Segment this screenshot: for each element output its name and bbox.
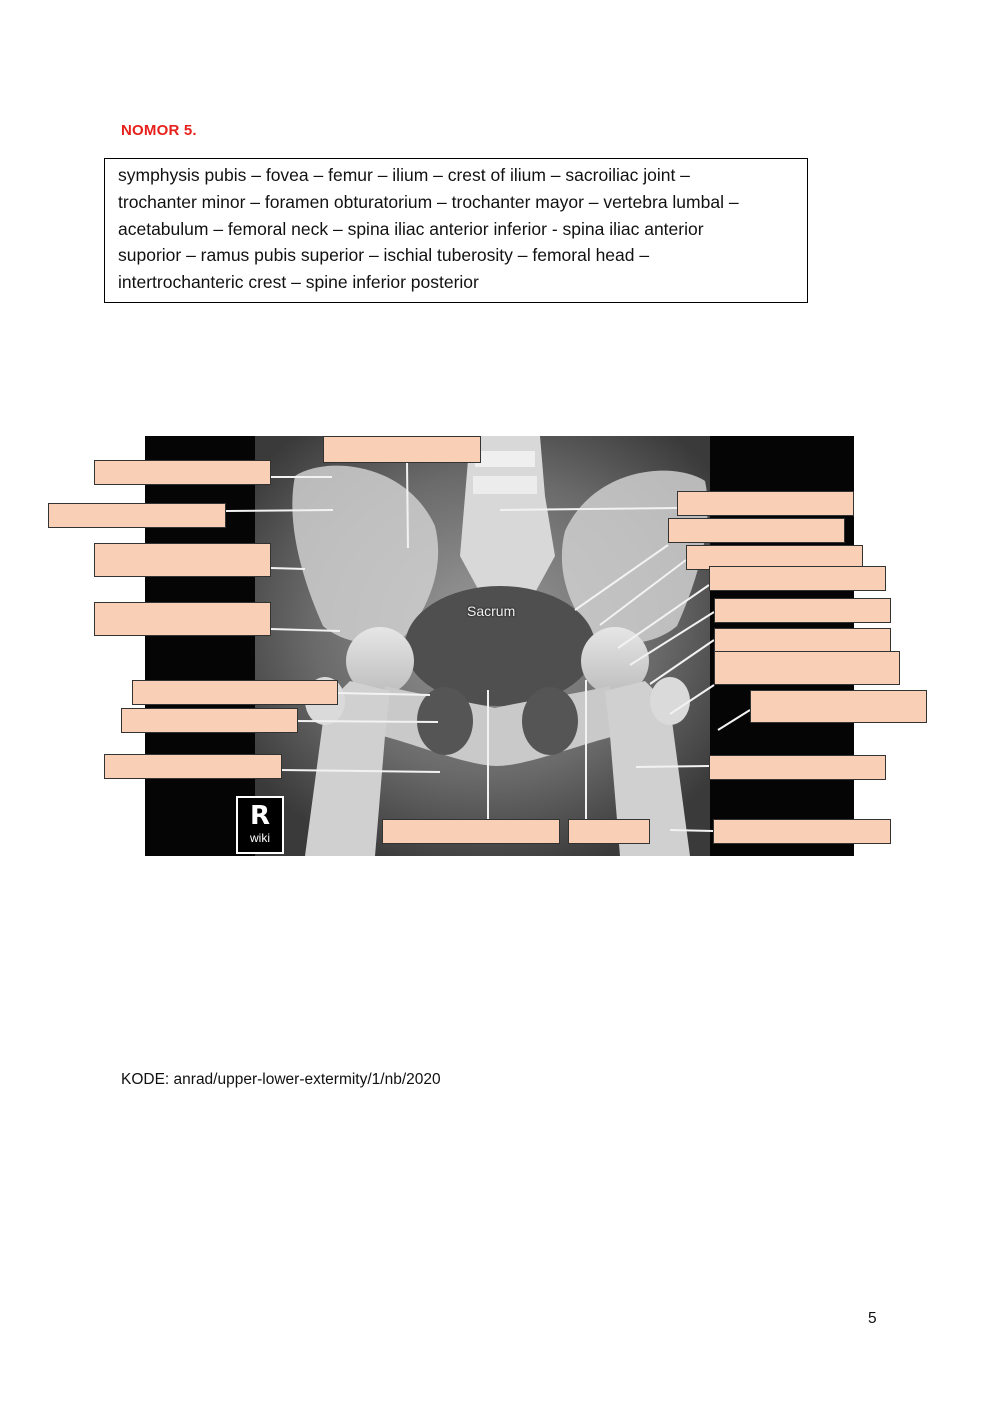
- word-bank-line: intertrochanteric crest – spine inferior posterior: [118, 272, 479, 292]
- answer-field-3[interactable]: [48, 503, 226, 528]
- answer-field-7[interactable]: [121, 708, 298, 733]
- answer-field-17[interactable]: [714, 628, 891, 653]
- page-number: 5: [868, 1310, 877, 1327]
- answer-field-16[interactable]: [714, 598, 891, 623]
- word-bank-line: symphysis pubis – fovea – femur – ilium – crest of ilium – sacroiliac joint –: [118, 165, 690, 185]
- word-bank-box: [104, 158, 808, 303]
- answer-field-6[interactable]: [132, 680, 338, 705]
- radiopaedia-logo: [236, 796, 284, 854]
- answer-field-5[interactable]: [94, 602, 271, 636]
- answer-field-13[interactable]: [668, 518, 845, 543]
- answer-field-18[interactable]: [714, 651, 900, 685]
- word-bank-line: suporior – ramus pubis superior – ischial tuberosity – femoral head –: [118, 245, 650, 265]
- answer-field-11[interactable]: [713, 819, 891, 844]
- answer-field-19[interactable]: [750, 690, 927, 723]
- answer-field-2[interactable]: [94, 460, 271, 485]
- word-bank-line: acetabulum – femoral neck – spina iliac anterior inferior - spina iliac anterior: [118, 219, 704, 239]
- answer-field-15[interactable]: [709, 566, 886, 591]
- sacrum-overlay-label: Sacrum: [467, 603, 516, 619]
- exercise-heading: NOMOR 5.: [121, 122, 197, 139]
- answer-field-4[interactable]: [94, 543, 271, 577]
- word-bank-line: trochanter minor – foramen obturatorium – trochanter mayor – vertebra lumbal –: [118, 192, 739, 212]
- document-code: KODE: anrad/upper-lower-extermity/1/nb/2020: [121, 1071, 441, 1088]
- answer-field-10[interactable]: [568, 819, 650, 844]
- logo-letter: R: [249, 801, 271, 831]
- answer-field-8[interactable]: [104, 754, 282, 779]
- answer-field-1[interactable]: [323, 436, 481, 463]
- answer-field-20[interactable]: [709, 755, 886, 780]
- answer-field-9[interactable]: [382, 819, 560, 844]
- logo-text: wiki: [250, 831, 270, 845]
- answer-field-12[interactable]: [677, 491, 854, 516]
